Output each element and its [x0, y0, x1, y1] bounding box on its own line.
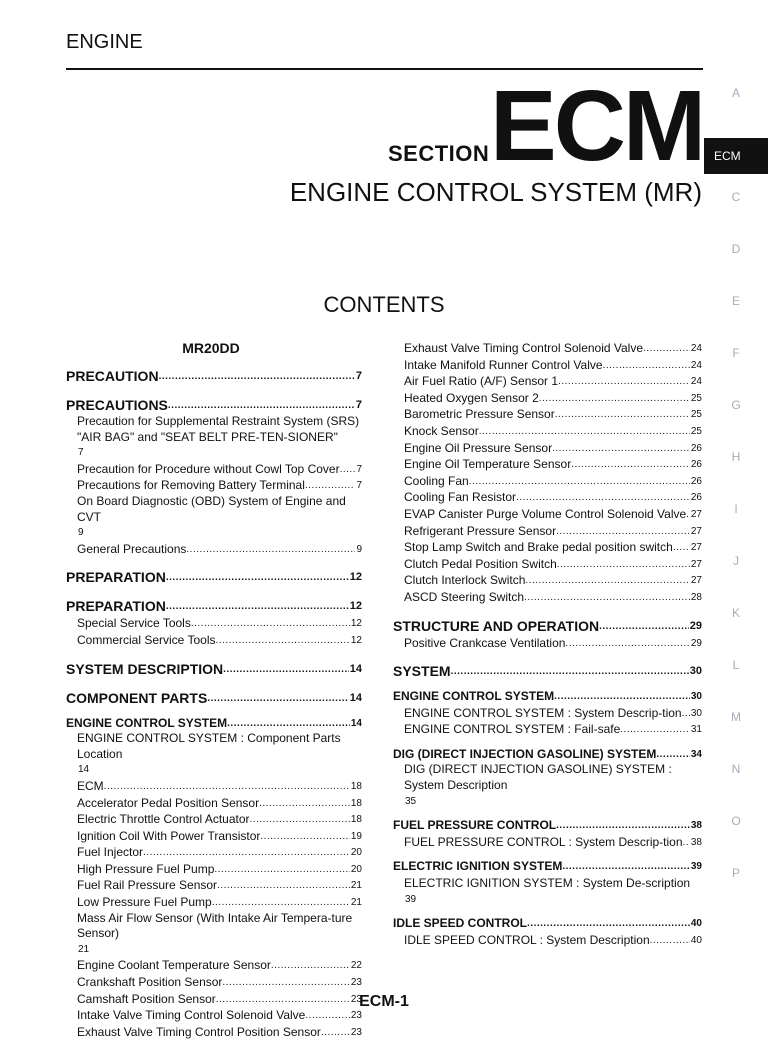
- toc-entry-page: 24: [690, 359, 702, 371]
- toc-entry-page: 23: [350, 1010, 362, 1022]
- dot-leader: [340, 461, 356, 478]
- toc-entry-page: 19: [350, 830, 362, 842]
- toc-entry-fuel-injector[interactable]: [66, 844, 362, 861]
- toc-entry-title: IDLE SPEED CONTROL: [393, 916, 528, 931]
- toc-entry-fuel-pressure-control[interactable]: [393, 817, 702, 834]
- section-tab-p[interactable]: P: [731, 866, 740, 880]
- section-tab-k[interactable]: K: [731, 606, 740, 620]
- toc-entry-title: Engine Oil Temperature Sensor: [404, 457, 572, 472]
- dot-leader: [214, 861, 349, 878]
- toc-entry-low-pressure-fuel-pump[interactable]: [66, 894, 362, 911]
- toc-entry-title: DIG (DIRECT INJECTION GASOLINE) SYSTEM : System Description: [404, 762, 672, 793]
- toc-entry-title: SYSTEM: [393, 663, 451, 680]
- toc-entry-title: General Precautions: [77, 541, 187, 556]
- toc-entry-precautions[interactable]: [66, 395, 362, 414]
- section-code: ECM: [490, 70, 704, 182]
- toc-entry-engine-oil-pressure-sensor[interactable]: [393, 440, 702, 457]
- toc-entry-title: STRUCTURE AND OPERATION: [393, 617, 600, 634]
- dot-leader: [643, 340, 690, 357]
- dot-leader: [212, 894, 350, 911]
- toc-entry-title: Low Pressure Fuel Pump: [77, 895, 212, 910]
- dot-leader: [650, 932, 690, 949]
- toc-entry-page: 14: [78, 764, 90, 776]
- toc-entry-title: Precaution for Procedure without Cowl Top Cover: [77, 461, 340, 476]
- toc-entry-title: PRECAUTIONS: [66, 397, 168, 413]
- toc-entry-preparation[interactable]: [66, 596, 362, 615]
- toc-entry-title: Intake Manifold Runner Control Valve: [404, 357, 603, 372]
- toc-entry-fuel-rail-pressure-sensor[interactable]: [66, 877, 362, 894]
- toc-entry-intake-manifold-runner-control-valve[interactable]: [393, 357, 702, 374]
- toc-entry-title: Heated Oxygen Sensor 2: [404, 390, 539, 405]
- toc-entry-precautions-for-removing-battery-termina[interactable]: [66, 477, 362, 494]
- section-tab-m[interactable]: M: [731, 710, 741, 724]
- toc-entry-title: DIG (DIRECT INJECTION GASOLINE) SYSTEM: [393, 746, 657, 761]
- toc-entry-engine-control-system-component-parts-lo[interactable]: [66, 731, 362, 778]
- toc-entry-page: 18: [350, 780, 362, 792]
- dot-leader: [223, 659, 349, 678]
- dot-leader: [159, 366, 355, 385]
- toc-entry-page: 27: [690, 542, 702, 554]
- section-tab-d[interactable]: D: [731, 242, 741, 256]
- section-tab-o[interactable]: O: [731, 814, 741, 828]
- toc-entry-engine-control-system[interactable]: [393, 688, 702, 705]
- toc-entry-title: Accelerator Pedal Position Sensor: [77, 795, 260, 810]
- toc-entry-page: 18: [350, 797, 362, 809]
- section-tab-g[interactable]: G: [731, 398, 741, 412]
- toc-entry-page: 38: [690, 836, 702, 848]
- toc-entry-title: ASCD Steering Switch: [404, 589, 525, 604]
- toc-entry-title: Electric Throttle Control Actuator: [77, 812, 250, 827]
- dot-leader: [558, 373, 690, 390]
- toc-entry-page: 7: [355, 370, 362, 382]
- toc-entry-exhaust-valve-timing-control-position-se[interactable]: [66, 1024, 362, 1040]
- dot-leader: [562, 858, 690, 875]
- dot-leader: [673, 539, 690, 556]
- toc-entry-page: 38: [690, 820, 702, 832]
- section-tab-h[interactable]: H: [731, 450, 741, 464]
- toc-entry-title: PREPARATION: [66, 569, 166, 586]
- toc-entry-page: 27: [690, 558, 702, 570]
- dot-leader: [556, 523, 690, 540]
- toc-entry-page: 34: [690, 748, 702, 760]
- toc-entry-title: ECM: [77, 778, 104, 793]
- toc-entry-page: 27: [690, 525, 702, 537]
- toc-entry-system[interactable]: [393, 661, 702, 680]
- toc-entry-page: 14: [349, 691, 362, 704]
- toc-entry-air-fuel-ratio-a-f-sensor-1[interactable]: [393, 373, 702, 390]
- toc-entry-dig-direct-injection-gasoline-system-sys[interactable]: [393, 762, 702, 809]
- dot-leader: [683, 834, 690, 851]
- toc-entry-page: 12: [349, 571, 362, 584]
- dot-leader: [469, 473, 690, 490]
- toc-entry-page: 29: [690, 637, 702, 649]
- toc-entry-system-description[interactable]: [66, 659, 362, 678]
- toc-entry-fuel-pressure-control-system-descrip-tio[interactable]: [393, 834, 702, 851]
- toc-entry-page: 29: [689, 619, 702, 632]
- toc-entry-page: 25: [690, 392, 702, 404]
- toc-entry-title: ELECTRIC IGNITION SYSTEM : System De-scription: [404, 876, 691, 891]
- toc-entry-title: Positive Crankcase Ventilation: [404, 635, 566, 650]
- toc-entry-title: Barometric Pressure Sensor: [404, 407, 555, 422]
- dot-leader: [479, 423, 690, 440]
- toc-entry-title: Cooling Fan: [404, 473, 469, 488]
- toc-entry-accelerator-pedal-position-sensor[interactable]: [66, 795, 362, 812]
- toc-entry-title: IDLE SPEED CONTROL : System Description: [404, 932, 650, 947]
- toc-entry-title: On Board Diagnostic (OBD) System of Engine and CVT: [77, 493, 346, 524]
- toc-entry-exhaust-valve-timing-control-solenoid-va[interactable]: [393, 340, 702, 357]
- toc-entry-title: ELECTRIC IGNITION SYSTEM: [393, 859, 563, 874]
- toc-entry-page: 7: [356, 463, 362, 475]
- toc-entry-title: Engine Oil Pressure Sensor: [404, 440, 553, 455]
- dot-leader: [227, 715, 350, 732]
- dot-leader: [222, 974, 349, 991]
- toc-left-column: [66, 340, 362, 1040]
- toc-entry-page: 7: [355, 399, 362, 411]
- toc-entry-page: 30: [689, 665, 702, 678]
- toc-entry-title: FUEL PRESSURE CONTROL : System Descrip-tion: [404, 834, 683, 849]
- toc-entry-engine-control-system-system-descrip-tio[interactable]: [393, 705, 702, 722]
- dot-leader: [527, 915, 690, 932]
- toc-entry-title: Fuel Injector: [77, 845, 144, 860]
- toc-entry-ascd-steering-switch[interactable]: [393, 589, 702, 606]
- toc-entry-barometric-pressure-sensor[interactable]: [393, 406, 702, 423]
- section-tab-j[interactable]: J: [733, 554, 739, 568]
- dot-leader: [260, 828, 349, 845]
- toc-entry-page: 39: [690, 861, 702, 873]
- toc-entry-general-precautions[interactable]: [66, 541, 362, 558]
- toc-entry-page: 14: [349, 662, 362, 675]
- section-tab-f[interactable]: F: [732, 346, 740, 360]
- engine-group-heading: MR20DD: [182, 340, 240, 356]
- toc-entry-cooling-fan[interactable]: [393, 473, 702, 490]
- toc-entry-page: 27: [690, 508, 702, 520]
- toc-entry-title: Intake Valve Timing Control Solenoid Valve: [77, 1008, 306, 1023]
- toc-entry-title: ENGINE CONTROL SYSTEM : Fail-safe: [404, 722, 621, 737]
- toc-entry-clutch-pedal-position-switch[interactable]: [393, 556, 702, 573]
- toc-entry-preparation[interactable]: [66, 567, 362, 586]
- toc-entry-title: Precaution for Supplemental Restraint System (SRS) "AIR BAG" and "SEAT BELT PRE-TEN-SIONER": [77, 414, 360, 444]
- dot-leader: [259, 795, 350, 812]
- toc-entry-structure-and-operation[interactable]: [393, 616, 702, 635]
- toc-entry-electric-ignition-system[interactable]: [393, 858, 702, 875]
- toc-entry-page: 7: [356, 480, 362, 492]
- dot-leader: [271, 957, 350, 974]
- toc-entry-stop-lamp-switch-and-brake-pedal-positio[interactable]: [393, 539, 702, 556]
- dot-leader: [599, 616, 689, 635]
- toc-entry-title: Special Service Tools: [77, 616, 191, 631]
- dot-leader: [571, 456, 690, 473]
- toc-entry-precaution[interactable]: [66, 366, 362, 385]
- toc-entry-title: Stop Lamp Switch and Brake pedal position switch: [404, 540, 673, 555]
- toc-entry-title: Commercial Service Tools: [77, 632, 216, 647]
- dot-leader: [143, 844, 350, 861]
- toc-entry-crankshaft-position-sensor[interactable]: [66, 974, 362, 991]
- toc-entry-high-pressure-fuel-pump[interactable]: [66, 861, 362, 878]
- toc-entry-idle-speed-control-system-description[interactable]: [393, 932, 702, 949]
- dot-leader: [620, 721, 690, 738]
- toc-entry-page: 40: [690, 918, 702, 930]
- dot-leader: [250, 811, 350, 828]
- toc-entry-clutch-interlock-switch[interactable]: [393, 572, 702, 589]
- toc-entry-title: Cooling Fan Resistor: [404, 490, 517, 505]
- toc-entry-page: 23: [350, 1026, 362, 1038]
- toc-entry-page: 20: [350, 863, 362, 875]
- toc-entry-page: 9: [78, 527, 84, 539]
- dot-leader: [104, 778, 350, 795]
- section-tab-l[interactable]: L: [732, 658, 740, 672]
- dot-leader: [603, 357, 690, 374]
- toc-entry-component-parts[interactable]: [66, 688, 362, 707]
- dot-leader: [565, 635, 689, 652]
- contents-heading: CONTENTS: [323, 292, 445, 317]
- toc-entry-title: FUEL PRESSURE CONTROL: [393, 818, 557, 833]
- toc-entry-title: Exhaust Valve Timing Control Solenoid Valve: [404, 341, 644, 355]
- toc-entry-page: 7: [78, 447, 84, 459]
- toc-entry-page: 23: [350, 977, 362, 989]
- dot-leader: [552, 440, 690, 457]
- dot-leader: [539, 390, 690, 407]
- section-tab-a[interactable]: A: [731, 86, 740, 100]
- toc-entry-on-board-diagnostic-obd-system-of-engine[interactable]: [66, 494, 362, 541]
- toc-entry-page: 23: [350, 993, 362, 1005]
- section-tab-i[interactable]: I: [734, 502, 738, 516]
- toc-entry-title: Refrigerant Pressure Sensor: [404, 523, 557, 538]
- toc-entry-page: 14: [350, 717, 362, 729]
- toc-entry-title: Mass Air Flow Sensor (With Intake Air Tempera-ture Sensor): [77, 910, 353, 941]
- section-subtitle: ENGINE CONTROL SYSTEM (MR): [289, 177, 702, 207]
- toc-entry-commercial-service-tools[interactable]: [66, 632, 362, 649]
- section-index-tabs: [704, 80, 768, 912]
- dot-leader: [191, 615, 350, 632]
- toc-entry-precaution-for-procedure-without-cowl-to[interactable]: [66, 461, 362, 478]
- toc-entry-title: ENGINE CONTROL SYSTEM : System Descrip-tion: [404, 705, 682, 720]
- toc-entry-title: ENGINE CONTROL SYSTEM: [66, 715, 228, 730]
- toc-entry-title: EVAP Canister Purge Volume Control Solenoid Valve: [404, 506, 687, 521]
- section-tab-ecm[interactable]: ECM: [704, 138, 768, 174]
- toc-entry-title: Crankshaft Position Sensor: [77, 975, 223, 990]
- toc-entry-title: Ignition Coil With Power Transistor: [77, 828, 261, 843]
- toc-entry-page: 31: [690, 724, 702, 736]
- toc-entry-title: SYSTEM DESCRIPTION: [66, 660, 224, 677]
- toc-entry-page: 18: [350, 814, 362, 826]
- section-tab-n[interactable]: N: [731, 762, 741, 776]
- toc-entry-page: 39: [405, 893, 417, 905]
- dot-leader: [524, 589, 690, 606]
- dot-leader: [555, 406, 690, 423]
- toc-entry-positive-crankcase-ventilation[interactable]: [393, 635, 702, 652]
- toc-entry-knock-sensor[interactable]: [393, 423, 702, 440]
- toc-entry-page: 35: [405, 795, 417, 807]
- section-tab-e[interactable]: E: [731, 294, 740, 308]
- toc-entry-engine-coolant-temperature-sensor[interactable]: [66, 957, 362, 974]
- page-number: ECM-1: [359, 993, 409, 1010]
- toc-entry-page: 25: [690, 409, 702, 421]
- toc-entry-page: 30: [690, 691, 702, 703]
- toc-entry-page: 27: [690, 575, 702, 587]
- toc-entry-title: ENGINE CONTROL SYSTEM: [393, 689, 555, 704]
- toc-entry-idle-speed-control[interactable]: [393, 915, 702, 932]
- toc-entry-page: 24: [690, 376, 702, 388]
- dot-leader: [168, 395, 355, 414]
- toc-entry-page: 12: [349, 600, 362, 613]
- toc-entry-title: Air Fuel Ratio (A/F) Sensor 1: [404, 374, 559, 389]
- toc-entry-page: 25: [690, 425, 702, 437]
- toc-entry-mass-air-flow-sensor-with-intake-air-tem[interactable]: [66, 911, 362, 958]
- toc-entry-page: 40: [690, 934, 702, 946]
- dot-leader: [216, 632, 350, 649]
- dot-leader: [656, 746, 690, 763]
- toc-entry-title: PRECAUTION: [66, 368, 159, 384]
- toc-entry-page: 26: [690, 475, 702, 487]
- toc-entry-ignition-coil-with-power-transistor[interactable]: [66, 828, 362, 845]
- toc-entry-electric-throttle-control-actuator[interactable]: [66, 811, 362, 828]
- toc-entry-page: 24: [690, 343, 702, 354]
- toc-entry-title: Clutch Interlock Switch: [404, 573, 526, 588]
- dot-leader: [321, 1024, 350, 1040]
- toc-entry-special-service-tools[interactable]: [66, 615, 362, 632]
- toc-entry-page: 26: [690, 459, 702, 471]
- toc-right-column: [393, 340, 702, 948]
- toc-entry-title: Knock Sensor: [404, 423, 479, 438]
- toc-entry-page: 20: [350, 847, 362, 859]
- toc-entry-dig-direct-injection-gasoline-system[interactable]: [393, 746, 702, 763]
- toc-entry-page: 21: [350, 880, 362, 892]
- toc-entry-page: 22: [350, 960, 362, 972]
- running-header: ENGINE: [66, 31, 143, 53]
- dot-leader: [554, 688, 690, 705]
- dot-leader: [166, 567, 349, 586]
- toc-entry-page: 9: [356, 543, 362, 555]
- toc-entry-ecm[interactable]: [66, 778, 362, 795]
- dot-leader: [451, 661, 689, 680]
- dot-leader: [682, 705, 690, 722]
- toc-entry-title: ENGINE CONTROL SYSTEM : Component Parts Location: [77, 731, 341, 761]
- dot-leader: [556, 817, 690, 834]
- toc-entry-title: Precautions for Removing Battery Terminal: [77, 478, 305, 493]
- toc-entry-page: 21: [350, 897, 362, 909]
- toc-entry-engine-oil-temperature-sensor[interactable]: [393, 456, 702, 473]
- section-label: SECTION: [388, 141, 490, 166]
- toc-entry-refrigerant-pressure-sensor[interactable]: [393, 523, 702, 540]
- section-tab-c[interactable]: C: [731, 190, 741, 204]
- toc-entry-evap-canister-purge-volume-control-solen[interactable]: [393, 506, 702, 523]
- toc-entry-page: 26: [690, 442, 702, 454]
- toc-entry-title: Fuel Rail Pressure Sensor: [77, 878, 218, 893]
- dot-leader: [516, 489, 690, 506]
- toc-entry-electric-ignition-system-system-de-scrip[interactable]: [393, 875, 702, 907]
- dot-leader: [557, 556, 690, 573]
- toc-entry-engine-control-system[interactable]: [66, 715, 362, 732]
- dot-leader: [207, 688, 348, 707]
- toc-entry-heated-oxygen-sensor-2[interactable]: [393, 390, 702, 407]
- toc-entry-precaution-for-supplemental-restraint-sy[interactable]: [66, 414, 362, 461]
- toc-entry-page: 12: [350, 618, 362, 630]
- toc-entry-title: High Pressure Fuel Pump: [77, 861, 215, 876]
- toc-entry-title: Engine Coolant Temperature Sensor: [77, 958, 271, 973]
- toc-entry-page: 12: [350, 634, 362, 646]
- toc-entry-title: Exhaust Valve Timing Control Position Sensor: [77, 1024, 321, 1039]
- toc-entry-title: Camshaft Position Sensor: [77, 991, 216, 1006]
- toc-entry-title: COMPONENT PARTS: [66, 689, 208, 706]
- toc-entry-engine-control-system-fail-safe[interactable]: [393, 721, 702, 738]
- toc-entry-title: Clutch Pedal Position Switch: [404, 556, 557, 571]
- toc-entry-page: 26: [690, 492, 702, 504]
- dot-leader: [186, 541, 355, 558]
- toc-entry-page: 30: [690, 707, 702, 719]
- toc-entry-page: 21: [78, 943, 90, 955]
- dot-leader: [217, 877, 350, 894]
- toc-entry-cooling-fan-resistor[interactable]: [393, 489, 702, 506]
- dot-leader: [305, 477, 356, 494]
- dot-leader: [166, 596, 349, 615]
- toc-entry-page: 28: [690, 591, 702, 603]
- dot-leader: [525, 572, 689, 589]
- toc-entry-title: PREPARATION: [66, 598, 166, 615]
